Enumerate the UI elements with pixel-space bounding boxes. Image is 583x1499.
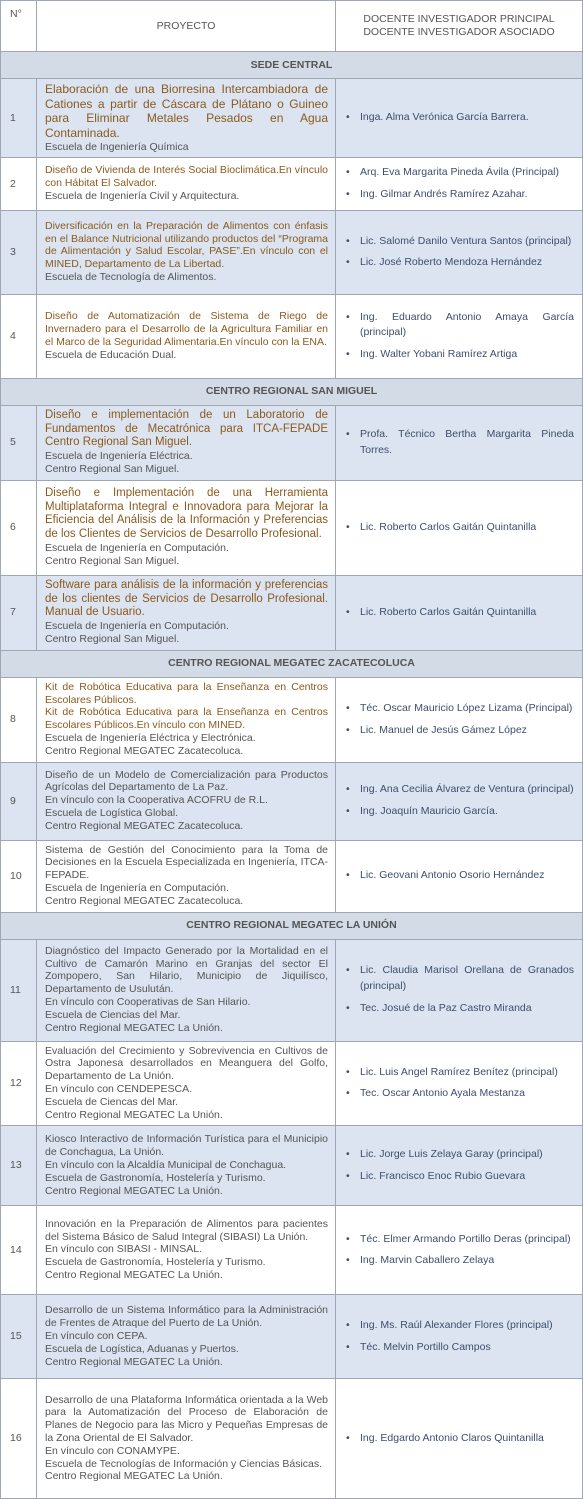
table-row [1, 939, 583, 1041]
docente-cell [336, 79, 583, 158]
docente-item: • Lic. Jorge Luis Zelaya Garay (principal) [346, 1147, 574, 1163]
section-row [1, 912, 583, 939]
row-number: 2 [1, 158, 37, 211]
table-row [1, 480, 583, 575]
docente-item: • Ing. Ms. Raúl Alexander Flores (principal) [346, 1318, 574, 1334]
table-row [1, 1041, 583, 1126]
docente-list [346, 963, 574, 1016]
project-detail: En vínculo con CENDEPESCA. [45, 1082, 193, 1095]
docente-cell [336, 1295, 583, 1379]
section-row [1, 378, 583, 405]
project-detail: Escuela de Tecnología de Alimentos. [45, 270, 217, 283]
docente-list [346, 701, 574, 739]
project-title: Innovación en la Preparación de Alimentos para pacientes del Sistema Básico de Salud Integral (SIBASI) La Unión. [45, 1217, 328, 1243]
row-number: 5 [1, 405, 37, 480]
docente-item: • Ing. Gilmar Andrés Ramírez Azahar. [346, 187, 574, 203]
project-cell [37, 1295, 336, 1379]
project-detail: En vínculo con Cooperativas de San Hilario. [45, 995, 251, 1008]
project-title: Diagnóstico del Impacto Generado por la Mortalidad en el Cultivo de Camarón Marino en Granjas del sector El Zompopero, San Hilario, Municipio de Jiquilísco, Departamento de Usulután. [45, 944, 328, 996]
project-cell [37, 480, 336, 575]
project-detail: Centro Regional MEGATEC Zacatecoluca. [45, 744, 244, 757]
section-row [1, 52, 583, 79]
section-title: CENTRO REGIONAL MEGATEC LA UNIÓN [1, 912, 583, 939]
docente-list [346, 605, 574, 621]
docente-item: • Inga. Alma Verónica García Barrera. [346, 110, 574, 126]
row-number: 3 [1, 210, 37, 294]
project-detail: Escuela de Ingeniería Eléctrica y Electrónica. [45, 731, 256, 744]
project-detail: En vínculo con CONAMYPE. [45, 1444, 180, 1457]
project-title: Evaluación del Crecimiento y Sobrevivencia en Cultivos de Ostra Japonesa desarrollados en Meanguera del Golfo, Departamento de La Unión. [45, 1044, 328, 1083]
project-title: Kiosco Interactivo de Información Turística para el Municipio de Conchagua, La Unión. [45, 1133, 328, 1159]
project-cell [37, 294, 336, 378]
header-project: PROYECTO [37, 1, 336, 52]
project-detail: Centro Regional MEGATEC La Unión. [45, 1021, 223, 1034]
docente-cell [336, 480, 583, 575]
project-title: Diseño de un Modelo de Comercialización para Productos Agrícolas del Departamento de La Paz. [45, 768, 328, 794]
table-row [1, 1295, 583, 1379]
project-cell [37, 840, 336, 912]
project-detail: Centro Regional MEGATEC La Unión. [45, 1269, 223, 1281]
project-detail: Centro Regional San Miguel. [45, 632, 180, 645]
row-number: 15 [1, 1295, 37, 1379]
project-cell [37, 677, 336, 762]
project-detail: Centro Regional MEGATEC La Unión. [45, 1108, 223, 1121]
row-number: 12 [1, 1041, 37, 1126]
table-row [1, 762, 583, 840]
project-detail: Escuela de Logística, Aduanas y Puertos. [45, 1342, 239, 1355]
docente-item: • Ing. Marvin Caballero Zelaya [346, 1253, 574, 1269]
project-detail: Escuela de Educación Dual. [45, 348, 177, 361]
project-cell [37, 210, 336, 294]
docente-item: • Lic. Claudia Marisol Orellana de Granados (principal) [346, 963, 574, 995]
project-title: Desarrollo de un Sistema Informático para la Administración de Frentes de Atraque del Puerto de La Unión. [45, 1304, 328, 1330]
row-number: 9 [1, 762, 37, 840]
row-number: 16 [1, 1379, 37, 1499]
docente-item: • Lic. Manuel de Jesús Gámez López [346, 723, 574, 739]
docente-item: • Téc. Elmer Armando Portillo Deras (principal) [346, 1232, 574, 1248]
project-title: Desarrollo de una Plataforma Informática orientada a la Web para la Automatización del Proceso de Elaboración de Planes de Negocio para las Micro y Pequeñas Empresas de la Zona Oriental de El Salvador. [45, 1393, 328, 1444]
docente-cell [336, 762, 583, 840]
row-number: 13 [1, 1126, 37, 1206]
docente-list [346, 1431, 574, 1447]
docente-list [346, 1232, 574, 1270]
project-title: Diseño e Implementación de una Herramienta Multiplataforma Integral e Innovadora para Mejorar la Eficiencia del Análisis de la Información y Preferencias de los Clientes de Servicios de Desarrollo Profesional. [45, 486, 328, 541]
project-cell [37, 1041, 336, 1126]
docente-cell [336, 210, 583, 294]
docente-item: • Tec. Josué de la Paz Castro Miranda [346, 1001, 574, 1017]
docente-item: • Lic. Salomé Danilo Ventura Santos (principal) [346, 234, 574, 250]
project-title: Diseño de Vivienda de Interés Social Bioclimática.En vínculo con Hábitat El Salvador. [45, 164, 328, 190]
row-number: 1 [1, 79, 37, 158]
project-cell [37, 158, 336, 211]
table-row [1, 1206, 583, 1295]
docente-item: • Profa. Técnico Bertha Margarita Pineda Torres. [346, 427, 574, 459]
table-row [1, 840, 583, 912]
project-detail: Escuela de Ciencas del Mar. [45, 1095, 179, 1108]
project-detail: Escuela de Ingeniería en Computación. [45, 620, 229, 633]
project-detail: Centro Regional MEGATEC Zacatecoluca. [45, 819, 244, 832]
project-detail: Escuela de Ingeniería en Computación. [45, 881, 229, 894]
header-docente [336, 1, 583, 52]
docente-item: • Lic. Roberto Carlos Gaitán Quintanilla [346, 605, 574, 621]
docente-item: • Ing. Walter Yobani Ramírez Artiga [346, 347, 574, 363]
project-detail: En vínculo con SIBASI - MINSAL. [45, 1243, 202, 1256]
docente-cell [336, 294, 583, 378]
docente-cell [336, 158, 583, 211]
project-detail: Escuela de Ingeniería en Computación. [45, 542, 229, 555]
docente-item: • Ing. Joaquín Mauricio García. [346, 804, 574, 820]
docente-item: • Téc. Melvin Portillo Campos [346, 1340, 574, 1356]
project-title-secondary: Kit de Robótica Educativa para la Enseñanza en Centros Escolares Públicos.En vínculo con MINED. [45, 706, 328, 732]
table-body [1, 52, 583, 1499]
header-docente-asociado: DOCENTE INVESTIGADOR ASOCIADO [363, 26, 555, 38]
project-detail: Escuela de Ingeniería Civil y Arquitectura. [45, 189, 240, 202]
table-row [1, 294, 583, 378]
table-row [1, 575, 583, 650]
section-title: SEDE CENTRAL [1, 52, 583, 79]
project-detail: Escuela de Ciencias del Mar. [45, 1008, 181, 1021]
project-detail: En vínculo con la Cooperativa ACOFRU de R.L. [45, 794, 268, 807]
project-detail: Centro Regional San Miguel. [45, 462, 180, 475]
project-detail: En vínculo con la Alcaldía Municipal de Conchagua. [45, 1158, 287, 1171]
docente-cell [336, 405, 583, 480]
project-detail: Escuela de Ingeniería Química [45, 140, 189, 153]
docente-item: • Lic. Geovani Antonio Osorio Hernández [346, 868, 574, 884]
row-number: 6 [1, 480, 37, 575]
project-cell [37, 1206, 336, 1295]
docente-list [346, 427, 574, 459]
project-cell [37, 79, 336, 158]
row-number: 4 [1, 294, 37, 378]
docente-item: • Ing. Ana Cecilia Álvarez de Ventura (principal) [346, 782, 574, 798]
docente-item: • Arq. Eva Margarita Pineda Ávila (Principal) [346, 165, 574, 181]
table-row [1, 1126, 583, 1206]
docente-item: • Lic. Roberto Carlos Gaitán Quintanilla [346, 520, 574, 536]
project-title: Diseño de Automatización de Sistema de Riego de Invernadero para el Desarrollo de la Agricultura Familiar en el Marco de la Seguridad Alimentaria.En vínculo con la ENA. [45, 310, 328, 348]
project-detail: Centro Regional San Miguel. [45, 554, 180, 567]
section-title: CENTRO REGIONAL MEGATEC ZACATECOLUCA [1, 650, 583, 677]
docente-item: • Téc. Oscar Mauricio López Lizama (Principal) [346, 701, 574, 717]
docente-list [346, 310, 574, 363]
docente-list [346, 1147, 574, 1185]
docente-list [346, 868, 574, 884]
docente-cell [336, 1041, 583, 1126]
docente-list [346, 165, 574, 203]
row-number: 8 [1, 677, 37, 762]
project-detail: Centro Regional MEGATEC La Unión. [45, 1184, 223, 1197]
table-row [1, 1379, 583, 1499]
docente-list [346, 782, 574, 820]
header-docente-principal: DOCENTE INVESTIGADOR PRINCIPAL [363, 12, 555, 25]
row-number: 14 [1, 1206, 37, 1295]
docente-list [346, 234, 574, 272]
row-number: 10 [1, 840, 37, 912]
docente-item: • Lic. José Roberto Mendoza Hernández [346, 255, 574, 271]
project-detail: Escuela de Ingeniería Eléctrica. [45, 450, 193, 463]
project-detail: Centro Regional MEGATEC La Unión. [45, 1355, 223, 1368]
project-title: Software para análisis de la información y preferencias de los clientes de Servicios de Desarrollo Profesional. Manual de Usuario. [45, 578, 328, 619]
docente-cell [336, 939, 583, 1041]
docente-item: • Tec. Oscar Antonio Ayala Mestanza [346, 1086, 574, 1102]
docente-cell [336, 1126, 583, 1206]
table-header [1, 1, 583, 52]
project-cell [37, 575, 336, 650]
project-title: Elaboración de una Biorresina Intercambiadora de Cationes a partir de Cáscara de Plátano o Guineo para Eliminar Metales Pesados en Agua Contaminada. [45, 82, 328, 140]
docente-item: • Lic. Luis Angel Ramírez Benítez (principal) [346, 1065, 574, 1081]
project-title: Sistema de Gestión del Conocimiento para la Toma de Decisiones en la Escuela Especializada en Ingeniería, ITCA-FEPADE. [45, 843, 328, 882]
table-row [1, 210, 583, 294]
docente-list [346, 110, 574, 126]
section-title: CENTRO REGIONAL SAN MIGUEL [1, 378, 583, 405]
project-cell [37, 939, 336, 1041]
project-detail: Escuela de Gastronomía, Hostelería y Turismo. [45, 1171, 266, 1184]
docente-item: • Lic. Francisco Enoc Rubio Guevara [346, 1169, 574, 1185]
project-detail: Escuela de Gastronomía, Hostelería y Turismo. [45, 1256, 266, 1269]
row-number: 7 [1, 575, 37, 650]
section-row [1, 650, 583, 677]
row-number: 11 [1, 939, 37, 1041]
project-title: Kit de Robótica Educativa para la Enseñanza en Centros Escolares Públicos. [45, 680, 328, 706]
project-detail: Centro Regional MEGATEC La Unión. [45, 1470, 223, 1483]
docente-item: • Ing. Eduardo Antonio Amaya García (principal) [346, 310, 574, 342]
table-row [1, 405, 583, 480]
docente-list [346, 1318, 574, 1356]
docente-list [346, 520, 574, 536]
project-detail: Escuela de Tecnologías de Información y Ciencias Básicas. [45, 1457, 323, 1470]
project-detail: Escuela de Logística Global. [45, 806, 179, 819]
docente-cell [336, 1206, 583, 1295]
project-cell [37, 405, 336, 480]
project-title: Diversificación en la Preparación de Alimentos con énfasis en el Balance Nutricional utilizando productos del “Programa de Alimentación y Salud Escolar, PASE”.En vínculo con el MINED, Departamento de La Libertad. [45, 219, 328, 271]
project-detail: En vínculo con CEPA. [45, 1329, 148, 1342]
docente-cell [336, 1379, 583, 1499]
project-detail: Centro Regional MEGATEC Zacatecoluca. [45, 894, 244, 907]
docente-list [346, 1065, 574, 1103]
docente-cell [336, 575, 583, 650]
header-number: N° [1, 1, 37, 52]
docente-item: • Ing. Edgardo Antonio Claros Quintanilla [346, 1431, 574, 1447]
table-row [1, 158, 583, 211]
table-row [1, 79, 583, 158]
table-row [1, 677, 583, 762]
project-cell [37, 1379, 336, 1499]
project-title: Diseño e implementación de un Laboratorio de Fundamentos de Mecatrónica para ITCA-FEPADE Centro Regional San Miguel. [45, 408, 328, 449]
project-cell [37, 762, 336, 840]
project-cell [37, 1126, 336, 1206]
docente-cell [336, 677, 583, 762]
docente-cell [336, 840, 583, 912]
